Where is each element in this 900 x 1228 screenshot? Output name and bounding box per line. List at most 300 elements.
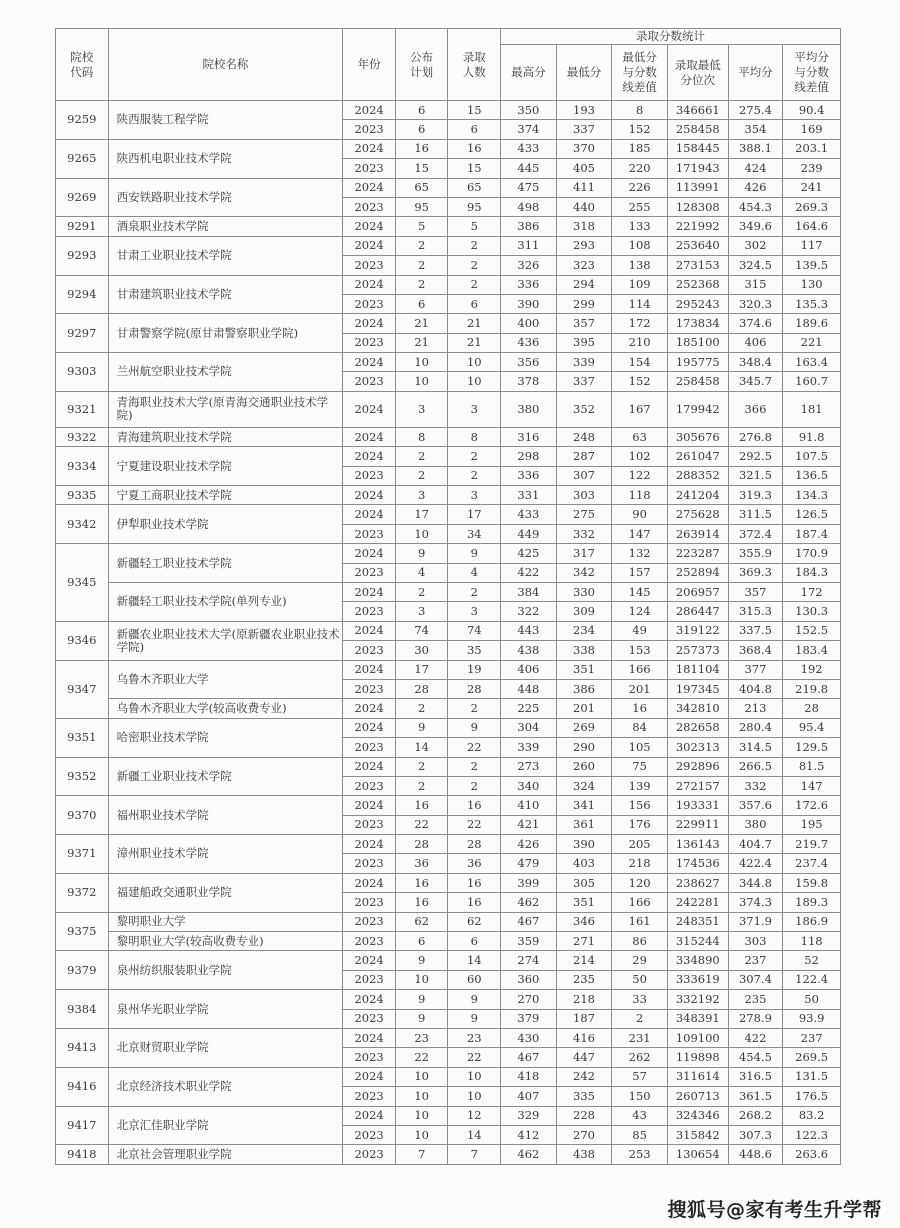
min-rank-cell: 241204 [667, 486, 728, 505]
min-rank-cell: 136143 [667, 835, 728, 854]
table-row [56, 427, 841, 446]
min-rank-cell: 173834 [667, 314, 728, 333]
plan-cell: 10 [395, 353, 448, 372]
min-rank-cell: 130654 [667, 1145, 728, 1164]
avg-diff-cell: 183.4 [783, 641, 841, 660]
min-rank-cell: 258458 [667, 120, 728, 139]
plan-cell: 3 [395, 602, 448, 621]
min-score-cell: 338 [556, 641, 612, 660]
table-row [56, 912, 841, 931]
plan-cell: 16 [395, 139, 448, 158]
min-score-cell: 330 [556, 582, 612, 601]
max-score-cell: 274 [501, 951, 557, 970]
min-rank-cell: 206957 [667, 582, 728, 601]
min-rank-cell: 282658 [667, 718, 728, 737]
year-cell: 2024 [343, 796, 396, 815]
admitted-cell: 6 [448, 294, 501, 313]
admitted-cell: 22 [448, 1048, 501, 1067]
min-diff-cell: 29 [612, 951, 668, 970]
plan-cell: 14 [395, 738, 448, 757]
avg-diff-cell: 136.5 [783, 466, 841, 485]
admitted-cell: 17 [448, 505, 501, 524]
avg-diff-cell: 239 [783, 159, 841, 178]
min-diff-cell: 114 [612, 294, 668, 313]
year-cell: 2024 [343, 427, 396, 446]
avg-diff-cell: 126.5 [783, 505, 841, 524]
school-code-cell: 9346 [56, 621, 109, 660]
max-score-cell: 390 [501, 294, 557, 313]
school-code-cell: 9371 [56, 835, 109, 874]
min-score-cell: 352 [556, 391, 612, 427]
avg-score-cell: 404.8 [728, 679, 783, 698]
min-rank-cell: 181104 [667, 660, 728, 679]
max-score-cell: 443 [501, 621, 557, 640]
avg-diff-cell: 172 [783, 582, 841, 601]
avg-diff-cell: 90.4 [783, 101, 841, 120]
min-score-cell: 346 [556, 912, 612, 931]
avg-diff-cell: 81.5 [783, 757, 841, 776]
min-diff-cell: 161 [612, 912, 668, 931]
header-plan: 公布计划 [395, 29, 448, 101]
school-code-cell: 9351 [56, 718, 109, 757]
min-diff-cell: 185 [612, 139, 668, 158]
min-rank-cell: 263914 [667, 524, 728, 543]
avg-score-cell: 454.3 [728, 197, 783, 216]
table-row [56, 447, 841, 466]
admitted-cell: 36 [448, 854, 501, 873]
plan-cell: 10 [395, 372, 448, 391]
year-cell: 2023 [343, 679, 396, 698]
admitted-cell: 62 [448, 912, 501, 931]
avg-diff-cell: 159.8 [783, 873, 841, 892]
avg-score-cell: 276.8 [728, 427, 783, 446]
admission-score-table [55, 28, 841, 1165]
year-cell: 2024 [343, 275, 396, 294]
admitted-cell: 6 [448, 932, 501, 951]
max-score-cell: 422 [501, 563, 557, 582]
admitted-cell: 23 [448, 1028, 501, 1047]
max-score-cell: 467 [501, 912, 557, 931]
plan-cell: 10 [395, 524, 448, 543]
header-max: 最高分 [501, 45, 557, 101]
avg-score-cell: 266.5 [728, 757, 783, 776]
min-diff-cell: 145 [612, 582, 668, 601]
max-score-cell: 386 [501, 217, 557, 236]
table-row [56, 139, 841, 158]
table-row [56, 757, 841, 776]
min-diff-cell: 139 [612, 776, 668, 795]
school-name-cell: 兰州航空职业技术学院 [108, 353, 343, 392]
plan-cell: 9 [395, 951, 448, 970]
min-diff-cell: 176 [612, 815, 668, 834]
max-score-cell: 425 [501, 544, 557, 563]
min-score-cell: 293 [556, 236, 612, 255]
admitted-cell: 12 [448, 1106, 501, 1125]
min-rank-cell: 195775 [667, 353, 728, 372]
avg-diff-cell: 122.4 [783, 970, 841, 989]
school-name-cell: 北京财贸职业学院 [108, 1028, 343, 1067]
min-rank-cell: 257373 [667, 641, 728, 660]
avg-diff-cell: 134.3 [783, 486, 841, 505]
min-rank-cell: 342810 [667, 699, 728, 718]
school-name-cell: 青海职业技术大学(原青海交通职业技术学院) [108, 391, 343, 427]
avg-score-cell: 307.3 [728, 1125, 783, 1144]
min-score-cell: 351 [556, 660, 612, 679]
min-diff-cell: 57 [612, 1067, 668, 1086]
min-rank-cell: 238627 [667, 873, 728, 892]
year-cell: 2023 [343, 159, 396, 178]
min-diff-cell: 133 [612, 217, 668, 236]
year-cell: 2023 [343, 466, 396, 485]
min-diff-cell: 157 [612, 563, 668, 582]
avg-score-cell: 380 [728, 815, 783, 834]
avg-score-cell: 315 [728, 275, 783, 294]
plan-cell: 2 [395, 236, 448, 255]
admitted-cell: 4 [448, 563, 501, 582]
min-diff-cell: 102 [612, 447, 668, 466]
min-score-cell: 405 [556, 159, 612, 178]
min-score-cell: 218 [556, 990, 612, 1009]
min-rank-cell: 261047 [667, 447, 728, 466]
min-diff-cell: 63 [612, 427, 668, 446]
max-score-cell: 445 [501, 159, 557, 178]
plan-cell: 9 [395, 544, 448, 563]
min-diff-cell: 253 [612, 1145, 668, 1164]
min-rank-cell: 324346 [667, 1106, 728, 1125]
min-rank-cell: 229911 [667, 815, 728, 834]
min-score-cell: 357 [556, 314, 612, 333]
avg-diff-cell: 192 [783, 660, 841, 679]
admitted-cell: 65 [448, 178, 501, 197]
admitted-cell: 10 [448, 1067, 501, 1086]
max-score-cell: 433 [501, 505, 557, 524]
school-name-cell: 西安铁路职业技术学院 [108, 178, 343, 217]
avg-diff-cell: 181 [783, 391, 841, 427]
school-code-cell: 9321 [56, 391, 109, 427]
avg-score-cell: 320.3 [728, 294, 783, 313]
school-code-cell: 9342 [56, 505, 109, 544]
year-cell: 2024 [343, 486, 396, 505]
year-cell: 2024 [343, 660, 396, 679]
avg-diff-cell: 107.5 [783, 447, 841, 466]
min-score-cell: 411 [556, 178, 612, 197]
school-name-cell: 陕西机电职业技术学院 [108, 139, 343, 178]
min-rank-cell: 171943 [667, 159, 728, 178]
table-row [56, 217, 841, 236]
avg-score-cell: 213 [728, 699, 783, 718]
plan-cell: 22 [395, 815, 448, 834]
avg-diff-cell: 221 [783, 333, 841, 352]
plan-cell: 10 [395, 1087, 448, 1106]
header-min-rank: 录取最低分位次 [667, 45, 728, 101]
min-diff-cell: 201 [612, 679, 668, 698]
min-score-cell: 294 [556, 275, 612, 294]
year-cell: 2023 [343, 256, 396, 275]
plan-cell: 6 [395, 294, 448, 313]
min-score-cell: 269 [556, 718, 612, 737]
avg-score-cell: 426 [728, 178, 783, 197]
table-row [56, 1106, 841, 1125]
max-score-cell: 270 [501, 990, 557, 1009]
school-name-cell: 甘肃工业职业技术学院 [108, 236, 343, 275]
year-cell: 2023 [343, 893, 396, 912]
table-row [56, 505, 841, 524]
table-row [56, 932, 841, 951]
school-code-cell: 9413 [56, 1028, 109, 1067]
min-rank-cell: 315244 [667, 932, 728, 951]
school-code-cell: 9291 [56, 217, 109, 236]
avg-diff-cell: 170.9 [783, 544, 841, 563]
max-score-cell: 412 [501, 1125, 557, 1144]
school-code-cell: 9334 [56, 447, 109, 486]
header-name: 院校名称 [108, 29, 343, 101]
plan-cell: 7 [395, 1145, 448, 1164]
year-cell: 2024 [343, 699, 396, 718]
avg-score-cell: 321.5 [728, 466, 783, 485]
admitted-cell: 14 [448, 1125, 501, 1144]
avg-diff-cell: 164.6 [783, 217, 841, 236]
avg-score-cell: 302 [728, 236, 783, 255]
year-cell: 2024 [343, 621, 396, 640]
min-rank-cell: 315842 [667, 1125, 728, 1144]
school-code-cell: 9352 [56, 757, 109, 796]
school-code-cell: 9259 [56, 101, 109, 140]
admitted-cell: 35 [448, 641, 501, 660]
min-diff-cell: 86 [612, 932, 668, 951]
avg-diff-cell: 241 [783, 178, 841, 197]
min-score-cell: 290 [556, 738, 612, 757]
min-rank-cell: 288352 [667, 466, 728, 485]
year-cell: 2023 [343, 776, 396, 795]
school-code-cell: 9379 [56, 951, 109, 990]
max-score-cell: 379 [501, 1009, 557, 1028]
avg-diff-cell: 195 [783, 815, 841, 834]
admitted-cell: 2 [448, 699, 501, 718]
school-name-cell: 宁夏建设职业技术学院 [108, 447, 343, 486]
plan-cell: 4 [395, 563, 448, 582]
max-score-cell: 273 [501, 757, 557, 776]
min-score-cell: 361 [556, 815, 612, 834]
min-rank-cell: 311614 [667, 1067, 728, 1086]
min-rank-cell: 348391 [667, 1009, 728, 1028]
min-diff-cell: 85 [612, 1125, 668, 1144]
admitted-cell: 34 [448, 524, 501, 543]
school-name-cell: 北京社会管理职业学院 [108, 1145, 343, 1164]
plan-cell: 17 [395, 660, 448, 679]
avg-diff-cell: 135.3 [783, 294, 841, 313]
year-cell: 2023 [343, 197, 396, 216]
admitted-cell: 3 [448, 391, 501, 427]
year-cell: 2023 [343, 1125, 396, 1144]
school-name-cell: 福建船政交通职业学院 [108, 873, 343, 912]
min-diff-cell: 147 [612, 524, 668, 543]
min-score-cell: 438 [556, 1145, 612, 1164]
school-name-cell: 泉州纺织服装职业学院 [108, 951, 343, 990]
max-score-cell: 421 [501, 815, 557, 834]
min-diff-cell: 153 [612, 641, 668, 660]
school-code-cell: 9370 [56, 796, 109, 835]
header-score-stats: 录取分数统计 [501, 29, 841, 45]
min-rank-cell: 113991 [667, 178, 728, 197]
admitted-cell: 9 [448, 544, 501, 563]
year-cell: 2023 [343, 738, 396, 757]
avg-diff-cell: 263.6 [783, 1145, 841, 1164]
min-rank-cell: 253640 [667, 236, 728, 255]
avg-diff-cell: 203.1 [783, 139, 841, 158]
min-rank-cell: 292896 [667, 757, 728, 776]
max-score-cell: 298 [501, 447, 557, 466]
admitted-cell: 10 [448, 372, 501, 391]
school-code-cell: 9297 [56, 314, 109, 353]
min-rank-cell: 252368 [667, 275, 728, 294]
max-score-cell: 407 [501, 1087, 557, 1106]
avg-diff-cell: 93.9 [783, 1009, 841, 1028]
plan-cell: 2 [395, 466, 448, 485]
avg-score-cell: 332 [728, 776, 783, 795]
avg-score-cell: 348.4 [728, 353, 783, 372]
watermark: 搜狐号@家有考生升学帮 [667, 1199, 882, 1221]
admitted-cell: 9 [448, 718, 501, 737]
school-name-cell: 新疆轻工职业技术学院(单列专业) [108, 582, 343, 621]
school-name-cell: 伊犁职业技术学院 [108, 505, 343, 544]
max-score-cell: 311 [501, 236, 557, 255]
year-cell: 2023 [343, 333, 396, 352]
plan-cell: 6 [395, 120, 448, 139]
year-cell: 2023 [343, 563, 396, 582]
min-score-cell: 234 [556, 621, 612, 640]
admitted-cell: 9 [448, 1009, 501, 1028]
min-diff-cell: 255 [612, 197, 668, 216]
min-rank-cell: 295243 [667, 294, 728, 313]
min-score-cell: 386 [556, 679, 612, 698]
min-diff-cell: 154 [612, 353, 668, 372]
min-score-cell: 201 [556, 699, 612, 718]
plan-cell: 36 [395, 854, 448, 873]
avg-diff-cell: 152.5 [783, 621, 841, 640]
admitted-cell: 22 [448, 738, 501, 757]
plan-cell: 23 [395, 1028, 448, 1047]
avg-diff-cell: 237.4 [783, 854, 841, 873]
school-code-cell: 9293 [56, 236, 109, 275]
min-score-cell: 337 [556, 120, 612, 139]
avg-diff-cell: 147 [783, 776, 841, 795]
min-score-cell: 248 [556, 427, 612, 446]
max-score-cell: 426 [501, 835, 557, 854]
avg-diff-cell: 130.3 [783, 602, 841, 621]
school-name-cell: 哈密职业技术学院 [108, 718, 343, 757]
year-cell: 2023 [343, 1009, 396, 1028]
min-rank-cell: 119898 [667, 1048, 728, 1067]
school-name-cell: 陕西服装工程学院 [108, 101, 343, 140]
avg-score-cell: 337.5 [728, 621, 783, 640]
plan-cell: 3 [395, 486, 448, 505]
avg-diff-cell: 237 [783, 1028, 841, 1047]
max-score-cell: 430 [501, 1028, 557, 1047]
year-cell: 2024 [343, 951, 396, 970]
max-score-cell: 356 [501, 353, 557, 372]
admitted-cell: 16 [448, 139, 501, 158]
year-cell: 2023 [343, 912, 396, 931]
year-cell: 2024 [343, 582, 396, 601]
plan-cell: 16 [395, 873, 448, 892]
plan-cell: 15 [395, 159, 448, 178]
min-diff-cell: 220 [612, 159, 668, 178]
table-row [56, 582, 841, 601]
school-name-cell: 乌鲁木齐职业大学(较高收费专业) [108, 699, 343, 718]
school-name-cell: 新疆农业职业技术大学(原新疆农业职业技术学院) [108, 621, 343, 660]
school-code-cell: 9303 [56, 353, 109, 392]
min-diff-cell: 84 [612, 718, 668, 737]
min-diff-cell: 150 [612, 1087, 668, 1106]
table-row [56, 486, 841, 505]
avg-diff-cell: 122.3 [783, 1125, 841, 1144]
school-code-cell: 9335 [56, 486, 109, 505]
admitted-cell: 2 [448, 582, 501, 601]
min-score-cell: 341 [556, 796, 612, 815]
admitted-cell: 2 [448, 236, 501, 255]
min-score-cell: 309 [556, 602, 612, 621]
school-name-cell: 青海建筑职业技术学院 [108, 427, 343, 446]
school-code-cell: 9265 [56, 139, 109, 178]
min-diff-cell: 2 [612, 1009, 668, 1028]
max-score-cell: 436 [501, 333, 557, 352]
year-cell: 2024 [343, 101, 396, 120]
avg-diff-cell: 117 [783, 236, 841, 255]
min-rank-cell: 174536 [667, 854, 728, 873]
school-code-cell: 9322 [56, 427, 109, 446]
avg-score-cell: 377 [728, 660, 783, 679]
plan-cell: 9 [395, 1009, 448, 1028]
min-diff-cell: 109 [612, 275, 668, 294]
table-row [56, 1145, 841, 1164]
avg-score-cell: 292.5 [728, 447, 783, 466]
avg-score-cell: 355.9 [728, 544, 783, 563]
min-score-cell: 390 [556, 835, 612, 854]
min-diff-cell: 105 [612, 738, 668, 757]
min-diff-cell: 156 [612, 796, 668, 815]
admitted-cell: 6 [448, 120, 501, 139]
plan-cell: 2 [395, 699, 448, 718]
year-cell: 2024 [343, 990, 396, 1009]
min-diff-cell: 166 [612, 660, 668, 679]
min-score-cell: 193 [556, 101, 612, 120]
admitted-cell: 10 [448, 1087, 501, 1106]
plan-cell: 10 [395, 970, 448, 989]
plan-cell: 6 [395, 101, 448, 120]
school-name-cell: 宁夏工商职业技术学院 [108, 486, 343, 505]
admitted-cell: 16 [448, 893, 501, 912]
admitted-cell: 21 [448, 333, 501, 352]
header-avg-diff: 平均分与分数线差值 [783, 45, 841, 101]
avg-score-cell: 345.7 [728, 372, 783, 391]
min-score-cell: 260 [556, 757, 612, 776]
admitted-cell: 60 [448, 970, 501, 989]
year-cell: 2023 [343, 641, 396, 660]
year-cell: 2023 [343, 970, 396, 989]
admitted-cell: 95 [448, 197, 501, 216]
max-score-cell: 467 [501, 1048, 557, 1067]
header-min: 最低分 [556, 45, 612, 101]
min-rank-cell: 258458 [667, 372, 728, 391]
min-rank-cell: 332192 [667, 990, 728, 1009]
plan-cell: 10 [395, 1067, 448, 1086]
avg-score-cell: 406 [728, 333, 783, 352]
avg-score-cell: 374.3 [728, 893, 783, 912]
school-code-cell: 9345 [56, 544, 109, 622]
avg-score-cell: 278.9 [728, 1009, 783, 1028]
avg-score-cell: 315.3 [728, 602, 783, 621]
min-diff-cell: 118 [612, 486, 668, 505]
